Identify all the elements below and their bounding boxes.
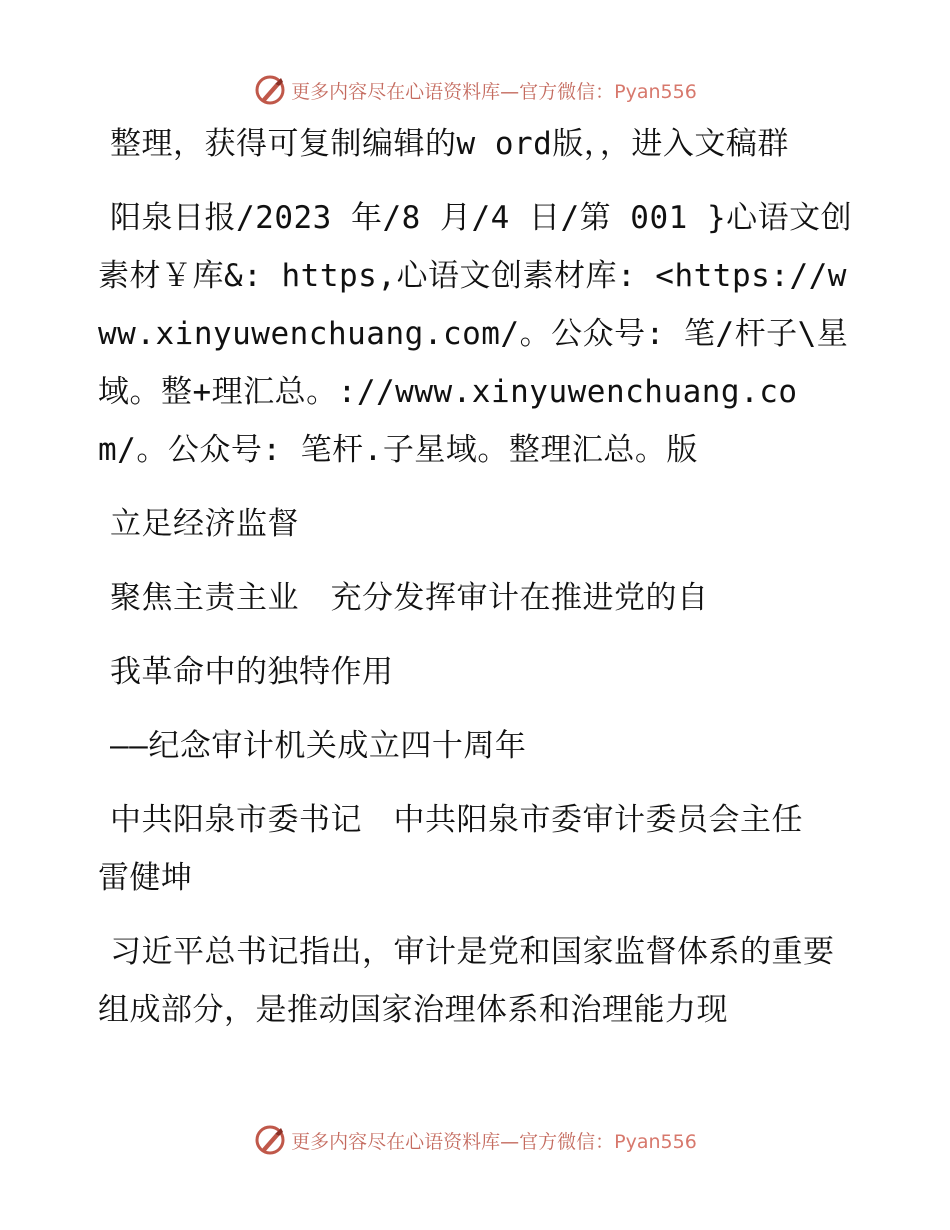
watermark-account: Pyan556 (614, 80, 697, 103)
heading-line-2: 聚焦主责主业 充分发挥审计在推进党的自 (110, 580, 709, 616)
author-line: 中共阳泉市委书记 中共阳泉市委审计委员会主任 雷健坤 (98, 802, 835, 896)
watermark-label: 更多内容尽在心语资料库—官方微信： (291, 1130, 615, 1153)
watermark-account: Pyan556 (614, 1130, 697, 1153)
paragraph-intro: 整理，获得可复制编辑的w ord版，，进入文稿群 (110, 126, 789, 162)
watermark-text (291, 77, 697, 104)
heading-line-1: 立足经济监督 (110, 506, 299, 542)
watermark-label: 更多内容尽在心语资料库—官方微信： (291, 80, 615, 103)
document-body (98, 115, 858, 1055)
watermark-banner-bottom (0, 1120, 950, 1160)
heading-line-3: 我革命中的独特作用 (110, 654, 394, 690)
pen-logo-icon (253, 1123, 287, 1157)
watermark-banner-top (0, 70, 950, 110)
paragraph-body: 习近平总书记指出，审计是党和国家监督体系的重要组成部分，是推动国家治理体系和治理能力现 (98, 934, 835, 1028)
paragraph-source: 阳泉日报/2023 年/8 月/4 日/第 001 }心语文创素材￥库&: https,心语文创素材库: <https://www.xinyuwenchuang.com/。公众号: 笔/杆子\星域。整+理汇总。://www.xinyuwenchuang.com/。公众号: 笔杆.子星域。整理汇总。版 (98, 200, 853, 468)
subtitle: ——纪念审计机关成立四十周年 (110, 728, 527, 764)
watermark-text (291, 1127, 697, 1154)
pen-logo-icon (253, 73, 287, 107)
